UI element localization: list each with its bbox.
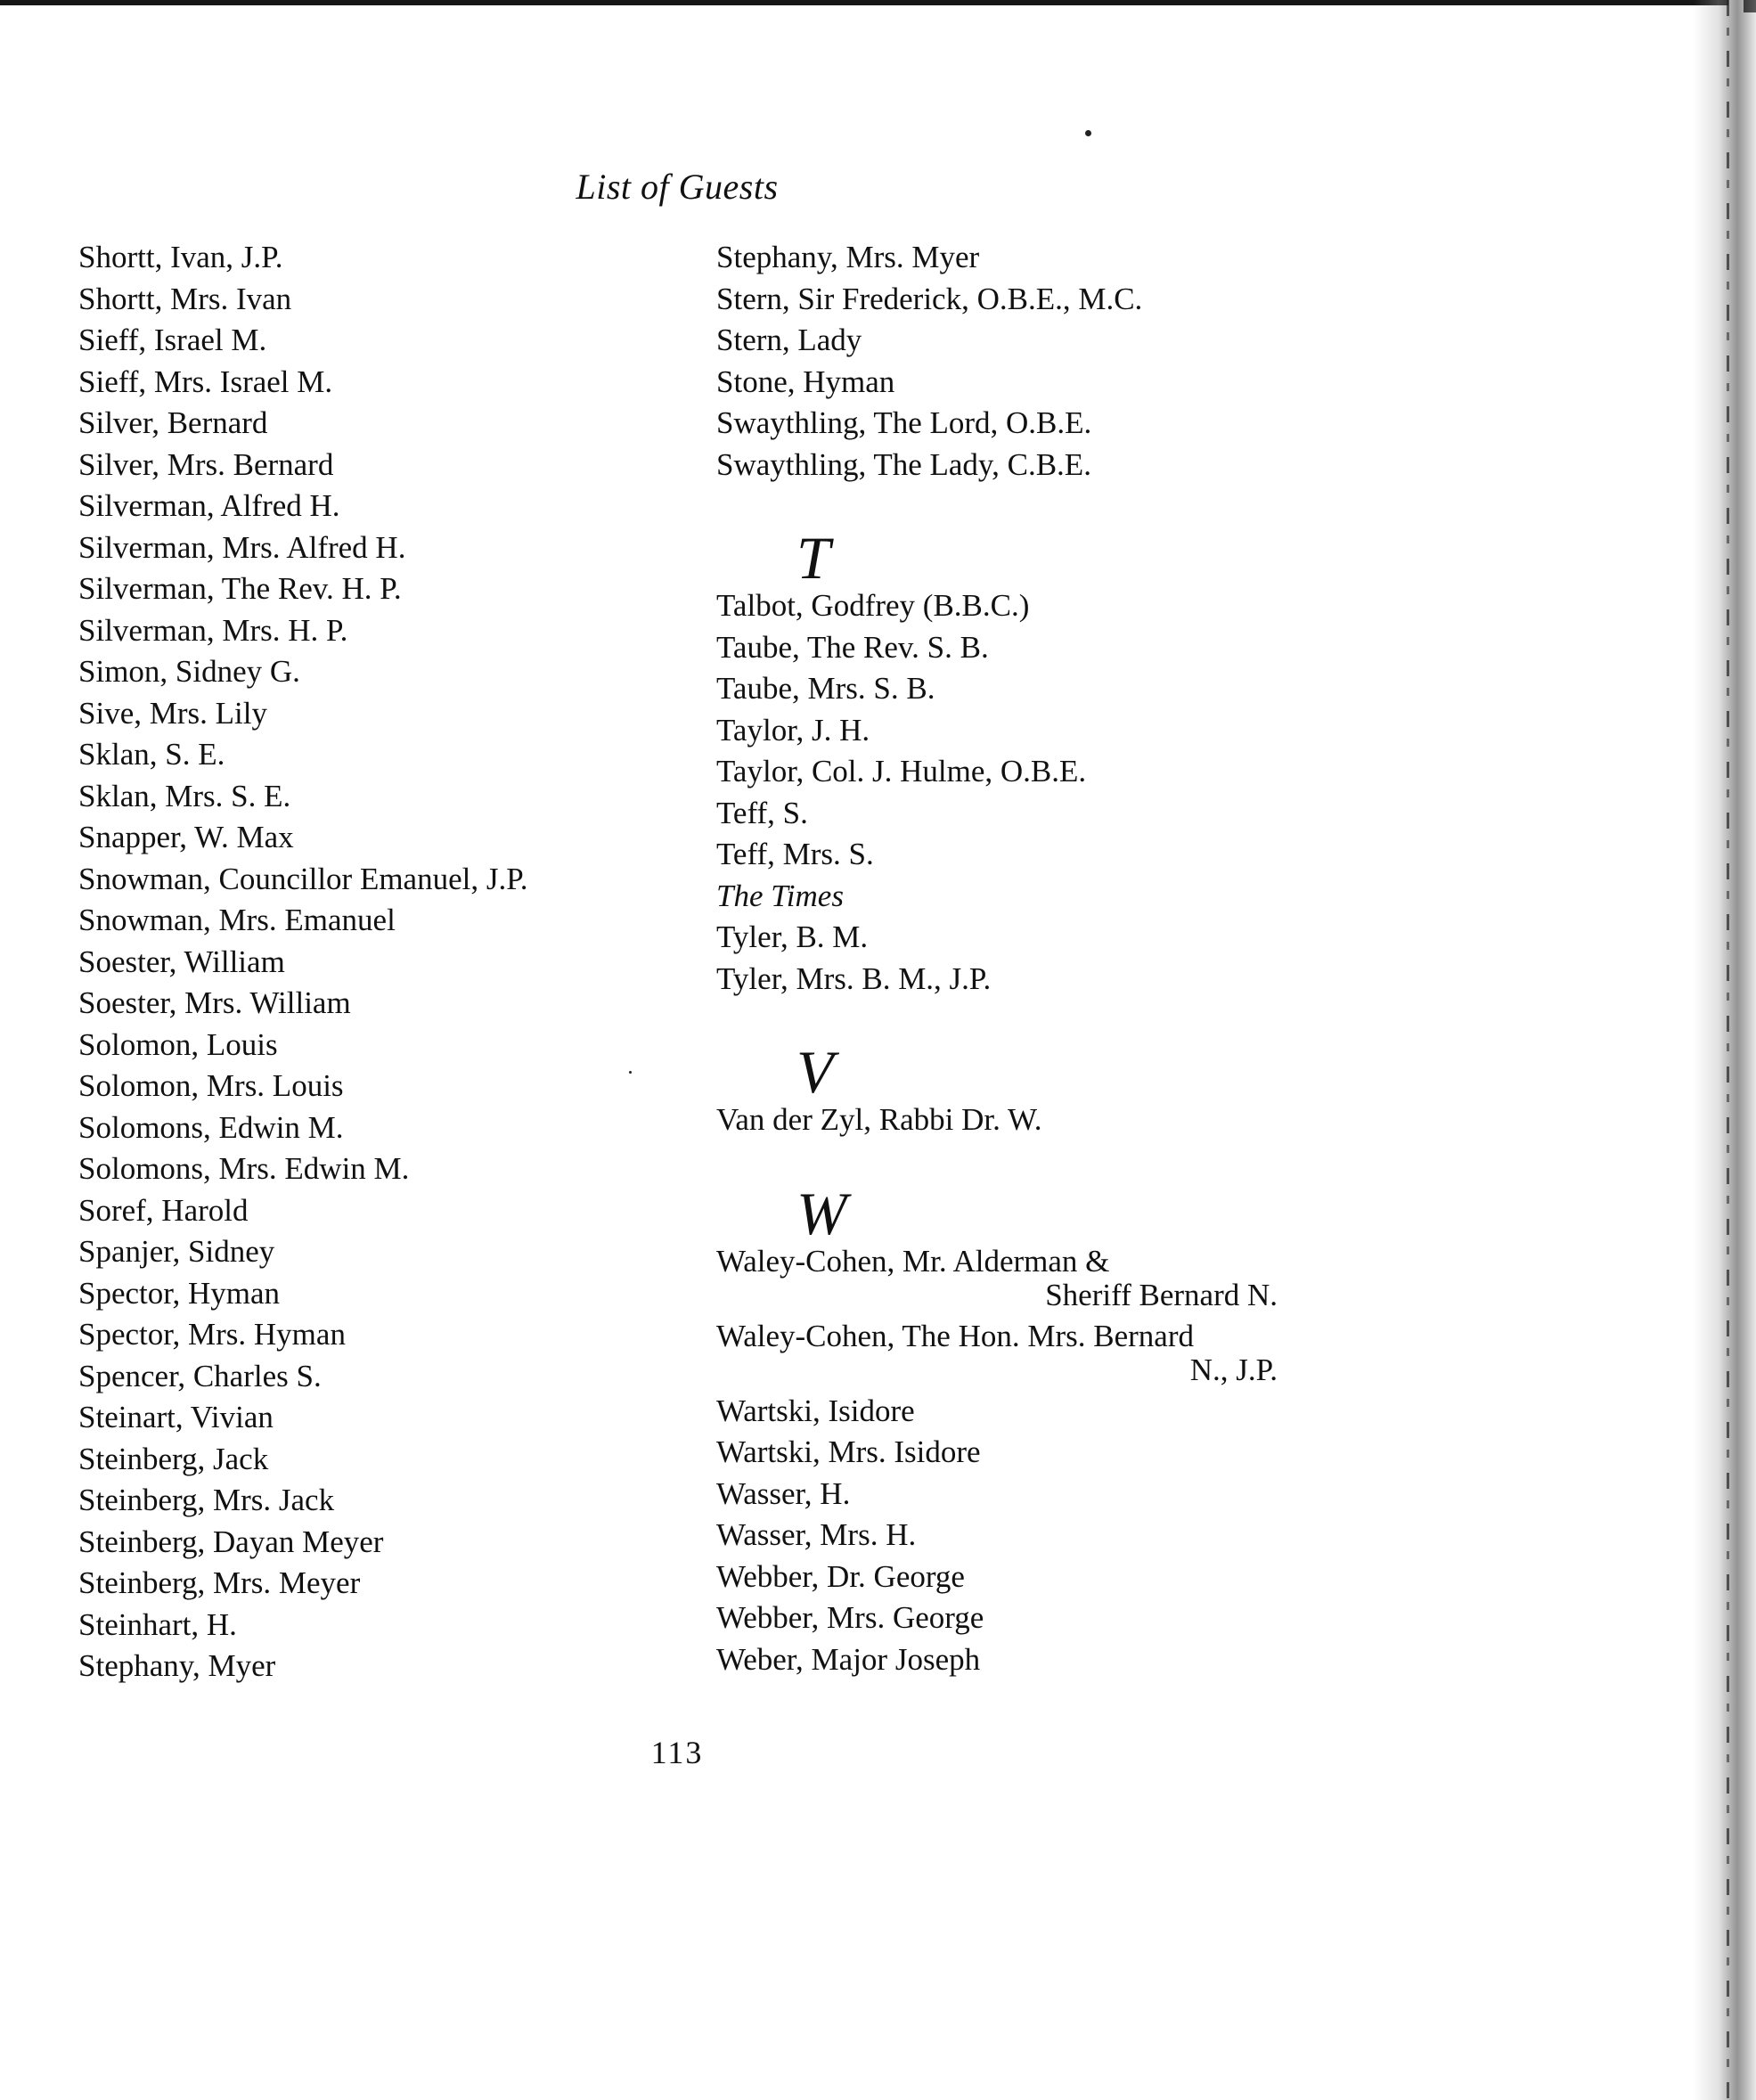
guest-entry: Sieff, Israel M.	[78, 323, 267, 357]
guest-entry: Stephany, Myer	[78, 1648, 276, 1683]
guest-entry: Silverman, Mrs. H. P.	[78, 612, 348, 648]
guest-entry: Shortt, Mrs. Ivan	[78, 281, 292, 316]
section-letter-t: T	[796, 524, 830, 592]
guest-entry: Shortt, Ivan, J.P.	[78, 240, 283, 274]
guest-entry: Stern, Sir Frederick, O.B.E., M.C.	[716, 281, 1143, 316]
guest-entry: Stern, Lady	[716, 323, 862, 357]
guest-entry: Steinhart, H.	[78, 1606, 237, 1642]
guest-entry: Van der Zyl, Rabbi Dr. W.	[716, 1102, 1042, 1137]
page-number: 113	[650, 1735, 704, 1770]
guest-entry: Spencer, Charles S.	[78, 1358, 322, 1393]
guest-entry: Snapper, W. Max	[78, 820, 294, 854]
guest-entry: Taube, The Rev. S. B.	[716, 629, 989, 665]
guest-entry: Steinberg, Mrs. Meyer	[78, 1565, 361, 1600]
guest-entry: Soref, Harold	[78, 1192, 249, 1228]
guest-entry: Webber, Dr. George	[716, 1558, 965, 1594]
guest-entry: Wartski, Isidore	[716, 1393, 915, 1428]
guest-entry-continuation: N., J.P.	[1189, 1352, 1278, 1387]
guest-entry: Webber, Mrs. George	[716, 1600, 984, 1635]
book-edge-line	[1727, 0, 1729, 2100]
guest-entry: Weber, Major Joseph	[716, 1641, 981, 1677]
guest-entry-multiline	[716, 1316, 1286, 1391]
guest-entry: Spector, Hyman	[78, 1275, 281, 1311]
guest-entry: Silverman, Alfred H.	[78, 488, 340, 523]
guest-entry: Solomons, Mrs. Edwin M.	[78, 1151, 410, 1186]
guest-entry: Solomons, Edwin M.	[78, 1109, 344, 1145]
guest-list-right-column	[716, 237, 1286, 1680]
guest-entry: Sieff, Mrs. Israel M.	[78, 364, 333, 399]
guest-entry: Wasser, H.	[716, 1475, 851, 1511]
guest-entry: Swaythling, The Lady, C.B.E.	[716, 446, 1091, 482]
guest-entry: Spanjer, Sidney	[78, 1234, 275, 1269]
guest-entry-multiline	[716, 1241, 1286, 1316]
guest-entry: Tyler, Mrs. B. M., J.P.	[716, 960, 992, 996]
guest-entry: Silver, Bernard	[78, 405, 268, 440]
guest-entry: Wasser, Mrs. H.	[716, 1517, 917, 1552]
guest-entry: Taylor, Col. J. Hulme, O.B.E.	[716, 754, 1087, 789]
guest-entry: Tyler, B. M.	[716, 919, 869, 954]
guest-entry: Snowman, Councillor Emanuel, J.P.	[78, 861, 528, 896]
guest-entry: Spector, Mrs. Hyman	[78, 1317, 346, 1352]
guest-entry: Stephany, Mrs. Myer	[716, 240, 980, 274]
guest-entry: Sive, Mrs. Lily	[78, 695, 267, 731]
page-title: List of Guests	[576, 167, 779, 207]
guest-entry: Swaythling, The Lord, O.B.E.	[716, 405, 1092, 440]
guest-entry: Teff, Mrs. S.	[716, 837, 874, 871]
guest-entry: Silverman, The Rev. H. P.	[78, 571, 402, 606]
page-top-rule	[0, 0, 1728, 5]
section-letter-w: W	[796, 1179, 847, 1247]
print-speck	[1085, 130, 1091, 136]
guest-entry: Solomon, Louis	[78, 1026, 278, 1062]
guest-entry: Steinart, Vivian	[78, 1400, 274, 1434]
guest-entry: Soester, Mrs. William	[78, 985, 351, 1020]
guest-entry-continuation: Sheriff Bernard N.	[1045, 1277, 1278, 1312]
guest-entry: Snowman, Mrs. Emanuel	[78, 903, 396, 937]
guest-list-left-column	[78, 237, 702, 1687]
guest-entry: Sklan, Mrs. S. E.	[78, 778, 291, 813]
guest-entry: Silver, Mrs. Bernard	[78, 446, 334, 482]
guest-entry: Soester, William	[78, 944, 285, 979]
guest-entry: Steinberg, Dayan Meyer	[78, 1524, 384, 1559]
guest-entry-line: Waley-Cohen, Mr. Alderman &	[716, 1243, 1110, 1279]
guest-entry: Steinberg, Jack	[78, 1441, 269, 1476]
guest-entry: Steinberg, Mrs. Jack	[78, 1483, 335, 1517]
section-letter-v: V	[796, 1038, 834, 1106]
guest-entry: Teff, S.	[716, 795, 808, 830]
book-gutter-shadow	[1694, 0, 1756, 2100]
guest-entry: Simon, Sidney G.	[78, 654, 300, 689]
guest-entry: Taylor, J. H.	[716, 712, 870, 748]
guest-entry: Wartski, Mrs. Isidore	[716, 1434, 981, 1469]
guest-entry: Silverman, Mrs. Alfred H.	[78, 529, 406, 565]
guest-entry: Taube, Mrs. S. B.	[716, 671, 935, 706]
guest-entry: Talbot, Godfrey (B.B.C.)	[716, 588, 1030, 623]
guest-entry: Sklan, S. E.	[78, 737, 225, 772]
guest-entry-line: Waley-Cohen, The Hon. Mrs. Bernard	[716, 1318, 1194, 1353]
guest-entry: Solomon, Mrs. Louis	[78, 1068, 344, 1103]
guest-entry: Stone, Hyman	[716, 364, 895, 399]
guest-entry-publication: The Times	[716, 878, 844, 913]
